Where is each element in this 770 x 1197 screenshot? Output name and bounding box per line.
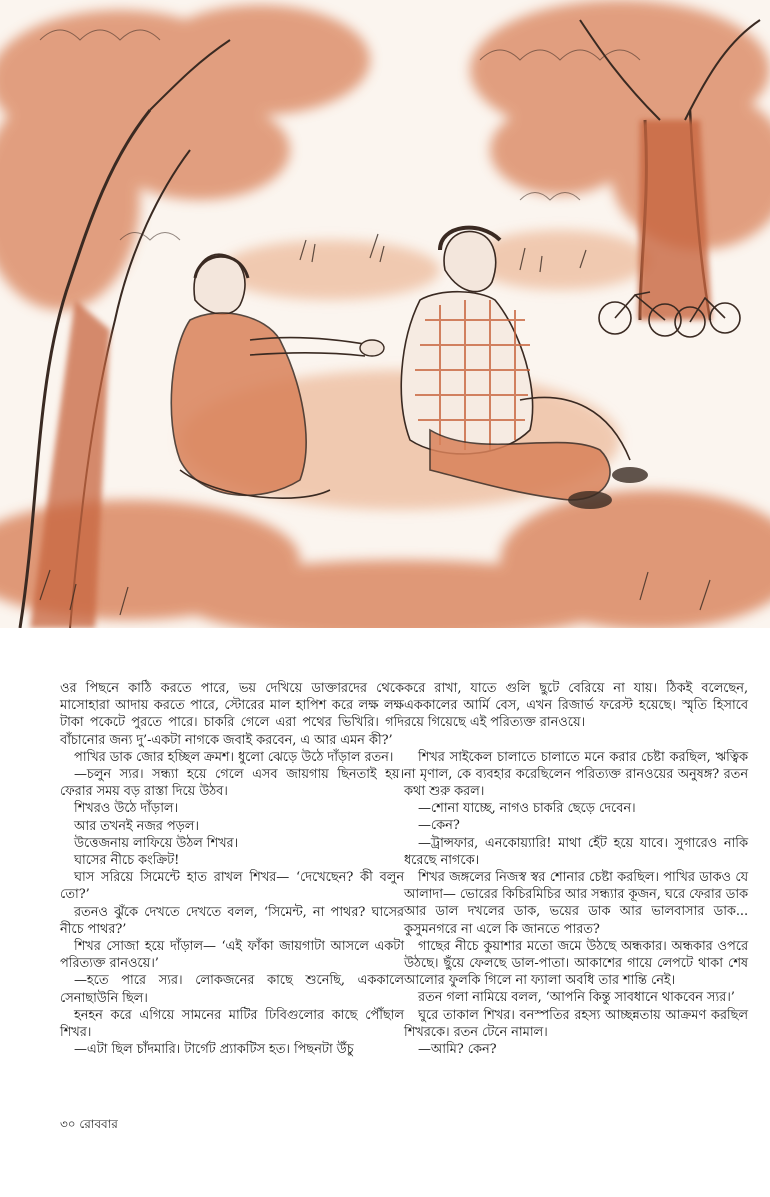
paragraph: পাখির ডাক জোর হচ্ছিল ক্রমশ। ধুলো ঝেড়ে উঠে দাঁড়াল রতন। (74, 749, 394, 765)
paragraph: শিখর জঙ্গলের নিজস্ব স্বর শোনার চেষ্টা করছিল। পাখির ডাকও যে আলাদা— ভোরের কিচিরমিচির আর সন্ধ্যার কূজন, ঘরে ফেরার ডাক আর ডাল দখলের ডাক, ভয়ের ডাক আর ভালবাসার ডাক... কুসুমনগরে না এলে কি জানতে পারত? (404, 870, 748, 937)
paragraph: ঘুরে তাকাল শিখর। বনস্পতির রহস্য আচ্ছন্নতায় আক্রমণ করছিল শিখরকে। রতন টেনে নামাল। (404, 1007, 748, 1040)
paragraph: ওর পিছনে কাঠি করতে পারে, ভয় দেখিয়ে ডাক্তারদের থেকে মাসোহারা আদায় করতে পারে, স্টোরের মাল হাপিশ করে লক্ষ লক্ষ টাকা পকেটে পুরতে পারে। চাকরি গেলে এরা পথের ভিখিরি। গদি বাঁচানোর জন্য দু’-একটা নাগকে জবাই করবেন, এ আর এমন কী?’ (60, 681, 404, 748)
paragraph: —শোনা যাচ্ছে, নাগও চাকরি ছেড়ে দেবেন। (418, 801, 636, 817)
paragraph: —চলুন স্যর। সন্ধ্যা হয়ে গেলে এসব জায়গায় ছিনতাই হয়। ফেরার সময় বড় রাস্তা দিয়ে উঠব। (60, 767, 404, 800)
paragraph: ঘাস সরিয়ে সিমেন্টে হাত রাখল শিখর— ‘দেখেছেন? কী বলুন তো?’ (60, 870, 404, 903)
paragraph: রতন গলা নামিয়ে বলল, ‘আপনি কিন্তু সাবধানে থাকবেন স্যর।’ (418, 990, 735, 1006)
paragraph: শিখর সোজা হয়ে দাঁড়াল— ‘এই ফাঁকা জায়গাটা আসলে একটা পরিত্যক্ত রানওয়ে।’ (60, 939, 404, 972)
paragraph: রতনও ঝুঁকে দেখতে দেখতে বলল, ‘সিমেন্ট, না পাথর? ঘাসের নীচে পাথর?’ (60, 904, 404, 937)
paragraph: হনহন করে এগিয়ে সামনের মাটির ঢিবিগুলোর কাছে পৌঁছাল শিখর। (60, 1007, 404, 1041)
paragraph: —এটা ছিল চাঁদমারি। টার্গেট প্র্যাকটিস হত। পিছনটা উঁচু (74, 1042, 354, 1058)
paragraph: —আমি? কেন? (418, 1042, 497, 1058)
paragraph: —হতে পারে স্যর। লোকজনের কাছে শুনেছি, এককালে সেনাছাউনি ছিল। (60, 973, 404, 1006)
paragraph: ঘাসের নীচে কংক্রিট! (74, 853, 180, 869)
paragraph: উত্তেজনায় লাফিয়ে উঠল শিখর। (74, 835, 239, 851)
paragraph: শিখরও উঠে দাঁড়াল। (74, 801, 179, 817)
paragraph: গাছের নীচে কুয়াশার মতো জমে উঠছে অন্ধকার। অন্ধকার ওপরে উঠছে। ছুঁয়ে ফেলছে ডাল-পাতা। আকাশের গায়ে লেপটে থাকা শেষ আলোর ফুলকি গিলে না ফ্যালা অবধি তার শান্তি নেই। (404, 938, 748, 989)
page-folio: ৩০ রোববার (60, 1117, 118, 1131)
paragraph: —ট্রান্সফার, এনকোয়্যারি! মাথা হেঁট হয়ে যাবে। সুগারেও নাকি ধরেছে নাগকে। (404, 835, 748, 868)
text-column-left (60, 680, 404, 1058)
paragraph: শিখর সাইকেল চালাতে চালাতে মনে করার চেষ্টা করছিল, ঋত্বিক না মৃণাল, কে ব্যবহার করেছিলেন পরিত্যক্ত রানওয়ের অনুষঙ্গ? রতন কথা শুরু করল। (404, 749, 748, 800)
paragraph: —কেন? (418, 818, 460, 834)
paragraph: করে রাখা, যাতে গুলি ছুটে বেরিয়ে না যায়। ঠিকই বলেছেন, এককালের আর্মি বেস, এখন রিজার্ভ ফরেস্ট হয়েছে। স্মৃতি হিসাবে রয়ে গিয়েছে এই পরিত্যক্ত রানওয়ে। (404, 681, 748, 731)
paragraph: আর তখনই নজর পড়ল। (74, 818, 199, 834)
text-column-right (404, 680, 748, 1058)
